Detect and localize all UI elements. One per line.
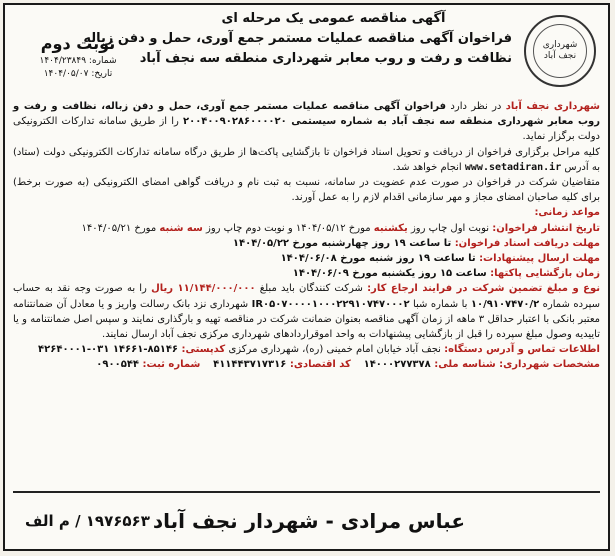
guarantee-label: نوع و مبلغ تضمین شرکت در فرایند ارجاع کار:: [367, 283, 601, 295]
notice-header: [5, 5, 608, 97]
submission-deadline-line: [13, 251, 600, 266]
notice-frame: [3, 3, 610, 551]
process-paragraph: [13, 145, 600, 175]
notice-body: [13, 99, 600, 373]
guarantee-text-a: شرکت کنندگان باید مبلغ: [255, 283, 368, 295]
guarantee-paragraph: [13, 281, 600, 342]
intro-mid: در نظر دارد: [446, 101, 506, 112]
contact-text: نجف آباد خیابان امام خمینی (ره)، شهرداری مرکزی: [225, 344, 445, 356]
publication-text-b: مورخ ۱۴۰۴/۰۵/۱۲ و نوبت دوم چاپ روز: [202, 222, 374, 234]
guarantee-text-c: با شماره شبا: [409, 298, 471, 310]
publication-day-1: یکشنبه: [373, 222, 408, 234]
guarantee-account: ۱۰/۹۱۰۷۴۷۰/۲: [470, 298, 540, 310]
process-text-b: انجام خواهد شد.: [392, 161, 465, 173]
guarantee-iban: IR۰۵۰۷۰۰۰۰۱۰۰۰۲۲۹۱۰۷۴۷۰۰۰۲: [251, 298, 410, 310]
notice-titles: [83, 9, 512, 69]
guarantee-text-d: شهرداری نزد بانک رسالت واریز و یا معادل آن ضمانتنامه معتبر بانکی با اعتبار حداقل ۳ ماهه از زمان آگهی مناقصه بعنوان ضمانت شرکت در مناقصه تهیه و بارگذاری نمایند و سپس اصل ضمانتنامه و یا تاییدیه وصول مبلغ سپرده را قبل از بازگشایی پیشنهادات به واحد اموقراردادهای شهرداری مرکزی نجف آباد ارسال نمایند.: [13, 298, 600, 341]
economic-code: ۴۱۱۴۴۳۷۱۷۳۱۶: [213, 359, 290, 371]
title-line-1: آگهی مناقصه عمومی یک مرحله ای: [221, 11, 446, 26]
document-deadline-line: [13, 236, 600, 251]
date-line: تاریخ: ۱۴۰۴/۰۵/۰۷: [43, 69, 113, 79]
publication-text-c: مورخ ۱۴۰۴/۰۵/۲۱: [81, 222, 160, 234]
document-deadline-text: تا ساعت ۱۹ روز چهارشنبه مورخ ۱۴۰۴/۰۵/۲۲: [232, 237, 455, 249]
opening-time-line: [13, 266, 600, 281]
contact-label: اطلاعات تماس و آدرس دستگاه:: [444, 344, 600, 356]
submission-deadline-label: مهلت ارسال پیشنهادات:: [479, 253, 600, 265]
signature-divider: [13, 491, 600, 493]
document-deadline-label: مهلت دریافت اسناد فراخوان:: [454, 237, 600, 249]
dates-heading: مواعد زمانی:: [534, 207, 600, 219]
ad-code: ۱۹۷۶۵۶۳ / م الف: [25, 512, 150, 530]
ids-line: [13, 357, 600, 372]
guarantee-amount: ۱۱/۱۴۴/۰۰۰/۰۰۰ ریال: [151, 283, 256, 295]
setad-link[interactable]: www.setadiran.ir: [464, 161, 562, 173]
publication-label: تاریخ انتشار فراخوان:: [492, 222, 600, 234]
publication-day-2: سه شنبه: [159, 222, 203, 234]
opening-time-label: زمان بازگشایی پاکتها:: [490, 268, 600, 280]
round-label: نوبت دوم: [40, 34, 116, 53]
guarantee-text-b: را به صورت وجه نقد به حساب سپرده شماره: [13, 283, 600, 310]
national-id: ۱۴۰۰۰۲۷۷۳۷۸: [363, 359, 435, 371]
national-id-label: مشخصات شهرداری: شناسه ملی:: [434, 359, 600, 371]
publication-line: [13, 221, 600, 236]
logo-text: شهرداری نجف آباد: [542, 40, 578, 61]
title-line-2: فراخوان آگهی مناقصه عملیات مستمر جمع آوری، حمل و دفن زباله: [83, 31, 512, 46]
intro-org: شهرداری نجف آباد: [505, 101, 601, 112]
signatory-name: عباس مرادی - شهردار نجف آباد: [152, 509, 465, 533]
submission-deadline-text: تا ساعت ۱۹ روز شنبه مورخ ۱۴۰۴/۰۶/۰۸: [280, 253, 480, 265]
contact-postal-label: کدپستی:: [181, 344, 226, 356]
intro-paragraph: [13, 99, 600, 145]
registration-number-label: شماره ثبت:: [142, 359, 201, 371]
signature-block: [13, 495, 600, 547]
logo-seal-icon: [533, 24, 587, 78]
registration-paragraph: متقاضیان شرکت در فراخوان در صورت عدم عضویت در سامانه، نسبت به ثبت نام و دریافت گواهی امضای الکترونیکی (به صورت برخط) برای کلیه صاحبان امضای مجاز و مهر سازمانی اقدام لازم را به عمل آورند.: [13, 177, 600, 204]
contact-phone: ۸۵۱۴۶-۱۴۶۶۱ ۰۳۱-۴۲۶۴۰۰۰۱: [38, 344, 182, 356]
publication-text-a: نوبت اول چاپ روز: [407, 222, 493, 234]
round-box: [13, 33, 143, 81]
number-line: شماره: ۱۴۰۴/۲۳۸۴۹: [39, 56, 117, 66]
intro-tail: را از طریق سامانه تدارکات الکترونیکی دولت برگزار نماید.: [13, 116, 600, 143]
registration-number: ۰۹۰۰۵۴۴: [96, 359, 143, 371]
title-line-3: نظافت و رفت و روب معابر شهرداری منطقه سه نجف آباد: [139, 51, 512, 66]
contact-line: [13, 342, 600, 357]
economic-code-label: کد اقتصادی:: [289, 359, 351, 371]
intro-bold: فراخوان آگهی مناقصه عملیات مستمر جمع آوری، حمل و دفن زباله، نظافت و رفت و روب معابر شهرداری منطقه سه نجف آباد به شماره سیستمی ۲۰۰۴۰۰۹۰۲۸۶۰۰۰۰۲۰: [13, 101, 600, 128]
opening-time-text: ساعت ۱۵ روز یکشنبه مورخ ۱۴۰۴/۰۶/۰۹: [292, 268, 491, 280]
process-text-a: کلیه مراحل برگزاری فراخوان از دریافت و تحویل اسناد فراخوان تا بازگشایی پاکت‌ها از طریق درگاه سامانه تدارکات الکترونیکی دولت (ستاد) به آدرس: [13, 146, 600, 173]
municipality-logo: [524, 15, 596, 87]
